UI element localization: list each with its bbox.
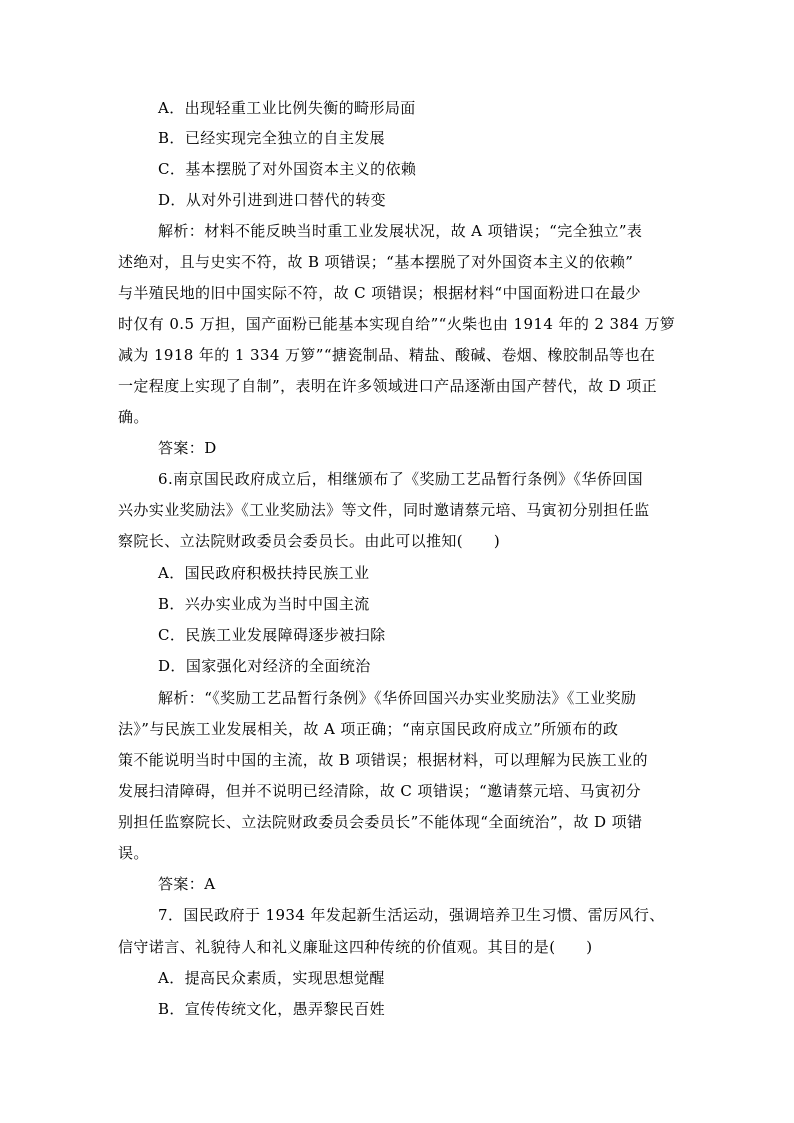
q6-stem-line: 兴办实业奖励法》《工业奖励法》等文件，同时邀请蔡元培、马寅初分别担任监 [118,501,650,519]
q6-analysis-line: 策不能说明当时中国的主流，故 B 项错误；根据材料，可以理解为民族工业的 [118,751,648,769]
q6-option-d: D．国家强化对经济的全面统治 [158,657,371,675]
q6-option-c: C．民族工业发展障碍逐步被扫除 [158,626,386,644]
q5-analysis-line: 减为 1918 年的 1 334 万箩”“搪瓷制品、精盐、酸碱、卷烟、橡胶制品等也在 [118,346,656,364]
q6-analysis-line: 法》”与民族工业发展相关，故 A 项正确；“南京国民政府成立”所颁布的政 [118,720,619,738]
q5-option-c: C．基本摆脱了对外国资本主义的依赖 [158,160,417,178]
q6-answer: 答案：A [158,875,216,893]
q7-stem-line: 信守诺言、礼貌待人和礼义廉耻这四种传统的价值观。其目的是( ) [118,938,593,956]
q6-analysis-line: 别担任监察院长、立法院财政委员会委员长”不能体现“全面统治”，故 D 项错 [118,813,643,831]
q7-option-a: A．提高民众素质，实现思想觉醒 [158,969,385,987]
q6-option-b: B．兴办实业成为当时中国主流 [158,595,370,613]
q7-option-b: B．宣传传统文化，愚弄黎民百姓 [158,1000,386,1018]
q5-option-d: D．从对外引进到进口替代的转变 [158,191,387,209]
q5-analysis-line: 述绝对，且与史实不符，故 B 项错误；“基本摆脱了对外国资本主义的依赖” [118,253,634,271]
q5-answer: 答案：D [158,439,217,457]
q6-stem-line: 6.南京国民政府成立后，相继颁布了《奖励工艺品暂行条例》《华侨回国 [158,470,644,488]
q5-option-b: B．已经实现完全独立的自主发展 [158,129,386,147]
q6-analysis-line: 误。 [118,844,149,862]
q5-analysis-line: 时仅有 0.5 万担，国产面粉已能基本实现自给”“火柴也由 1914 年的 2 384 万箩 [118,315,676,333]
q6-analysis-line: 解析：“《奖励工艺品暂行条例》《华侨回国兴办实业奖励法》《工业奖励 [158,689,637,707]
q6-option-a: A．国民政府积极扶持民族工业 [158,564,370,582]
q6-stem-line: 察院长、立法院财政委员会委员长。由此可以推知( ) [118,532,501,550]
q7-stem-line: 7．国民政府于 1934 年发起新生活运动，强调培养卫生习惯、雷厉风行、 [158,906,665,924]
q5-analysis-line: 解析：材料不能反映当时重工业发展状况，故 A 项错误；“完全独立”表 [158,222,643,240]
q5-option-a: A．出现轻重工业比例失衡的畸形局面 [158,99,416,117]
q5-analysis-line: 一定程度上实现了自制”，表明在许多领域进口产品逐渐由国产替代，故 D 项正 [118,377,658,395]
q5-analysis-line: 确。 [118,408,149,426]
q5-analysis-line: 与半殖民地的旧中国实际不符，故 C 项错误；根据材料“中国面粉进口在最少 [118,284,642,302]
q6-analysis-line: 发展扫清障碍，但并不说明已经清除，故 C 项错误；“邀请蔡元培、马寅初分 [118,782,642,800]
